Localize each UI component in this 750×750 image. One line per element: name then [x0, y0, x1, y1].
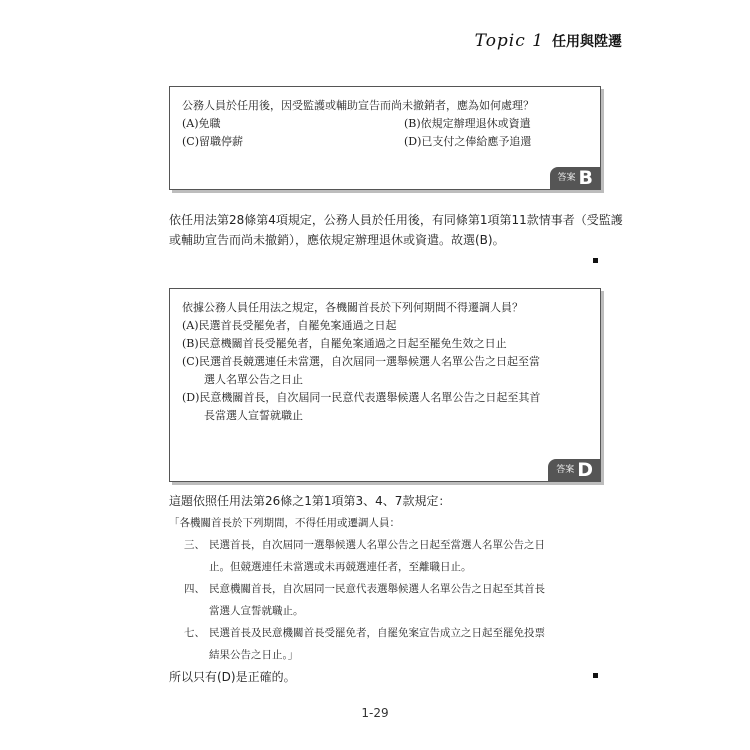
law-item-number: 三、 — [184, 539, 205, 551]
q2-option-b: (B)民意機關首長受罷免者，自罷免案通過之日起至罷免生效之日止 — [182, 337, 507, 350]
law-item-7 — [169, 622, 625, 666]
explanation-2-intro: 這題依照任用法第26條之1第1項第3、4、7款規定： — [169, 494, 451, 508]
law-quote — [169, 512, 625, 666]
q2-option-d-cont: 長當選人宣誓就職止 — [204, 409, 303, 422]
law-item-line: 當選人宣誓就職止。 — [209, 605, 304, 617]
page-number: 1-29 — [361, 706, 389, 720]
page-header — [475, 31, 622, 51]
question-2-text: 依據公務人員任用法之規定，各機關首長於下列何期間不得遷調人員？ — [182, 301, 523, 314]
option-a: (A)免職 — [182, 117, 221, 130]
law-item-line: 民選首長及民意機關首長受罷免者，自罷免案宣告成立之日起至罷免投票 — [209, 627, 545, 639]
law-item-4 — [169, 578, 625, 622]
question-1-text: 公務人員於任用後，因受監護或輔助宣告而尚未撤銷者，應為如何處理？ — [182, 99, 534, 112]
answer-tab-2 — [548, 459, 600, 481]
end-mark-2 — [593, 673, 598, 678]
question-1-options — [182, 115, 586, 151]
topic-label: Topic 1 — [474, 31, 544, 51]
q2-option-d: (D)民意機關首長，自次屆同一民意代表選舉候選人名單公告之日起至其首 — [182, 391, 541, 404]
end-mark-1 — [593, 258, 598, 263]
answer-label: 答案 — [557, 173, 576, 183]
q2-option-c-cont: 選人名單公告之日止 — [204, 373, 303, 386]
option-c: (C)留職停薪 — [182, 135, 243, 148]
law-quote-open: 「各機關首長於下列期間，不得任用或遷調人員： — [169, 517, 400, 529]
q2-option-a: (A)民選首長受罷免者，自罷免案通過之日起 — [182, 319, 397, 332]
law-item-number: 四、 — [184, 583, 205, 595]
law-item-line: 民意機關首長，自次屆同一民意代表選舉候選人名單公告之日起至其首長 — [209, 583, 545, 595]
law-item-line: 止。但競選連任未當選或未再競選連任者，至離職日止。 — [209, 561, 472, 573]
question-box-1 — [169, 86, 601, 190]
question-box-2 — [169, 288, 601, 482]
law-item-line: 結果公告之日止。」 — [209, 649, 299, 661]
answer-label: 答案 — [556, 465, 575, 475]
explanation-1: 依任用法第28條第4項規定，公務人員於任用後，有同條第1項第11款情事者（受監護或輔助宣告而尚未撤銷），應依規定辦理退休或資遣。故選(B)。 — [169, 213, 623, 247]
answer-letter: B — [578, 167, 593, 189]
option-b: (B)依規定辦理退休或資遣 — [404, 117, 531, 130]
law-item-number: 七、 — [184, 627, 205, 639]
law-item-line: 民選首長，自次屆同一選舉候選人名單公告之日起至當選人名單公告之日 — [209, 539, 545, 551]
answer-tab-1 — [550, 167, 601, 189]
q2-option-c: (C)民選首長競選連任未當選，自次屆同一選舉候選人名單公告之日起至當 — [182, 355, 540, 368]
chapter-title: 任用與陞遷 — [552, 34, 622, 50]
answer-letter: D — [577, 459, 593, 481]
option-d: (D)已支付之俸給應予追還 — [404, 135, 532, 148]
law-item-3 — [169, 534, 625, 578]
explanation-2-conclusion: 所以只有(D)是正確的。 — [169, 670, 296, 684]
explanation-2 — [169, 490, 625, 688]
